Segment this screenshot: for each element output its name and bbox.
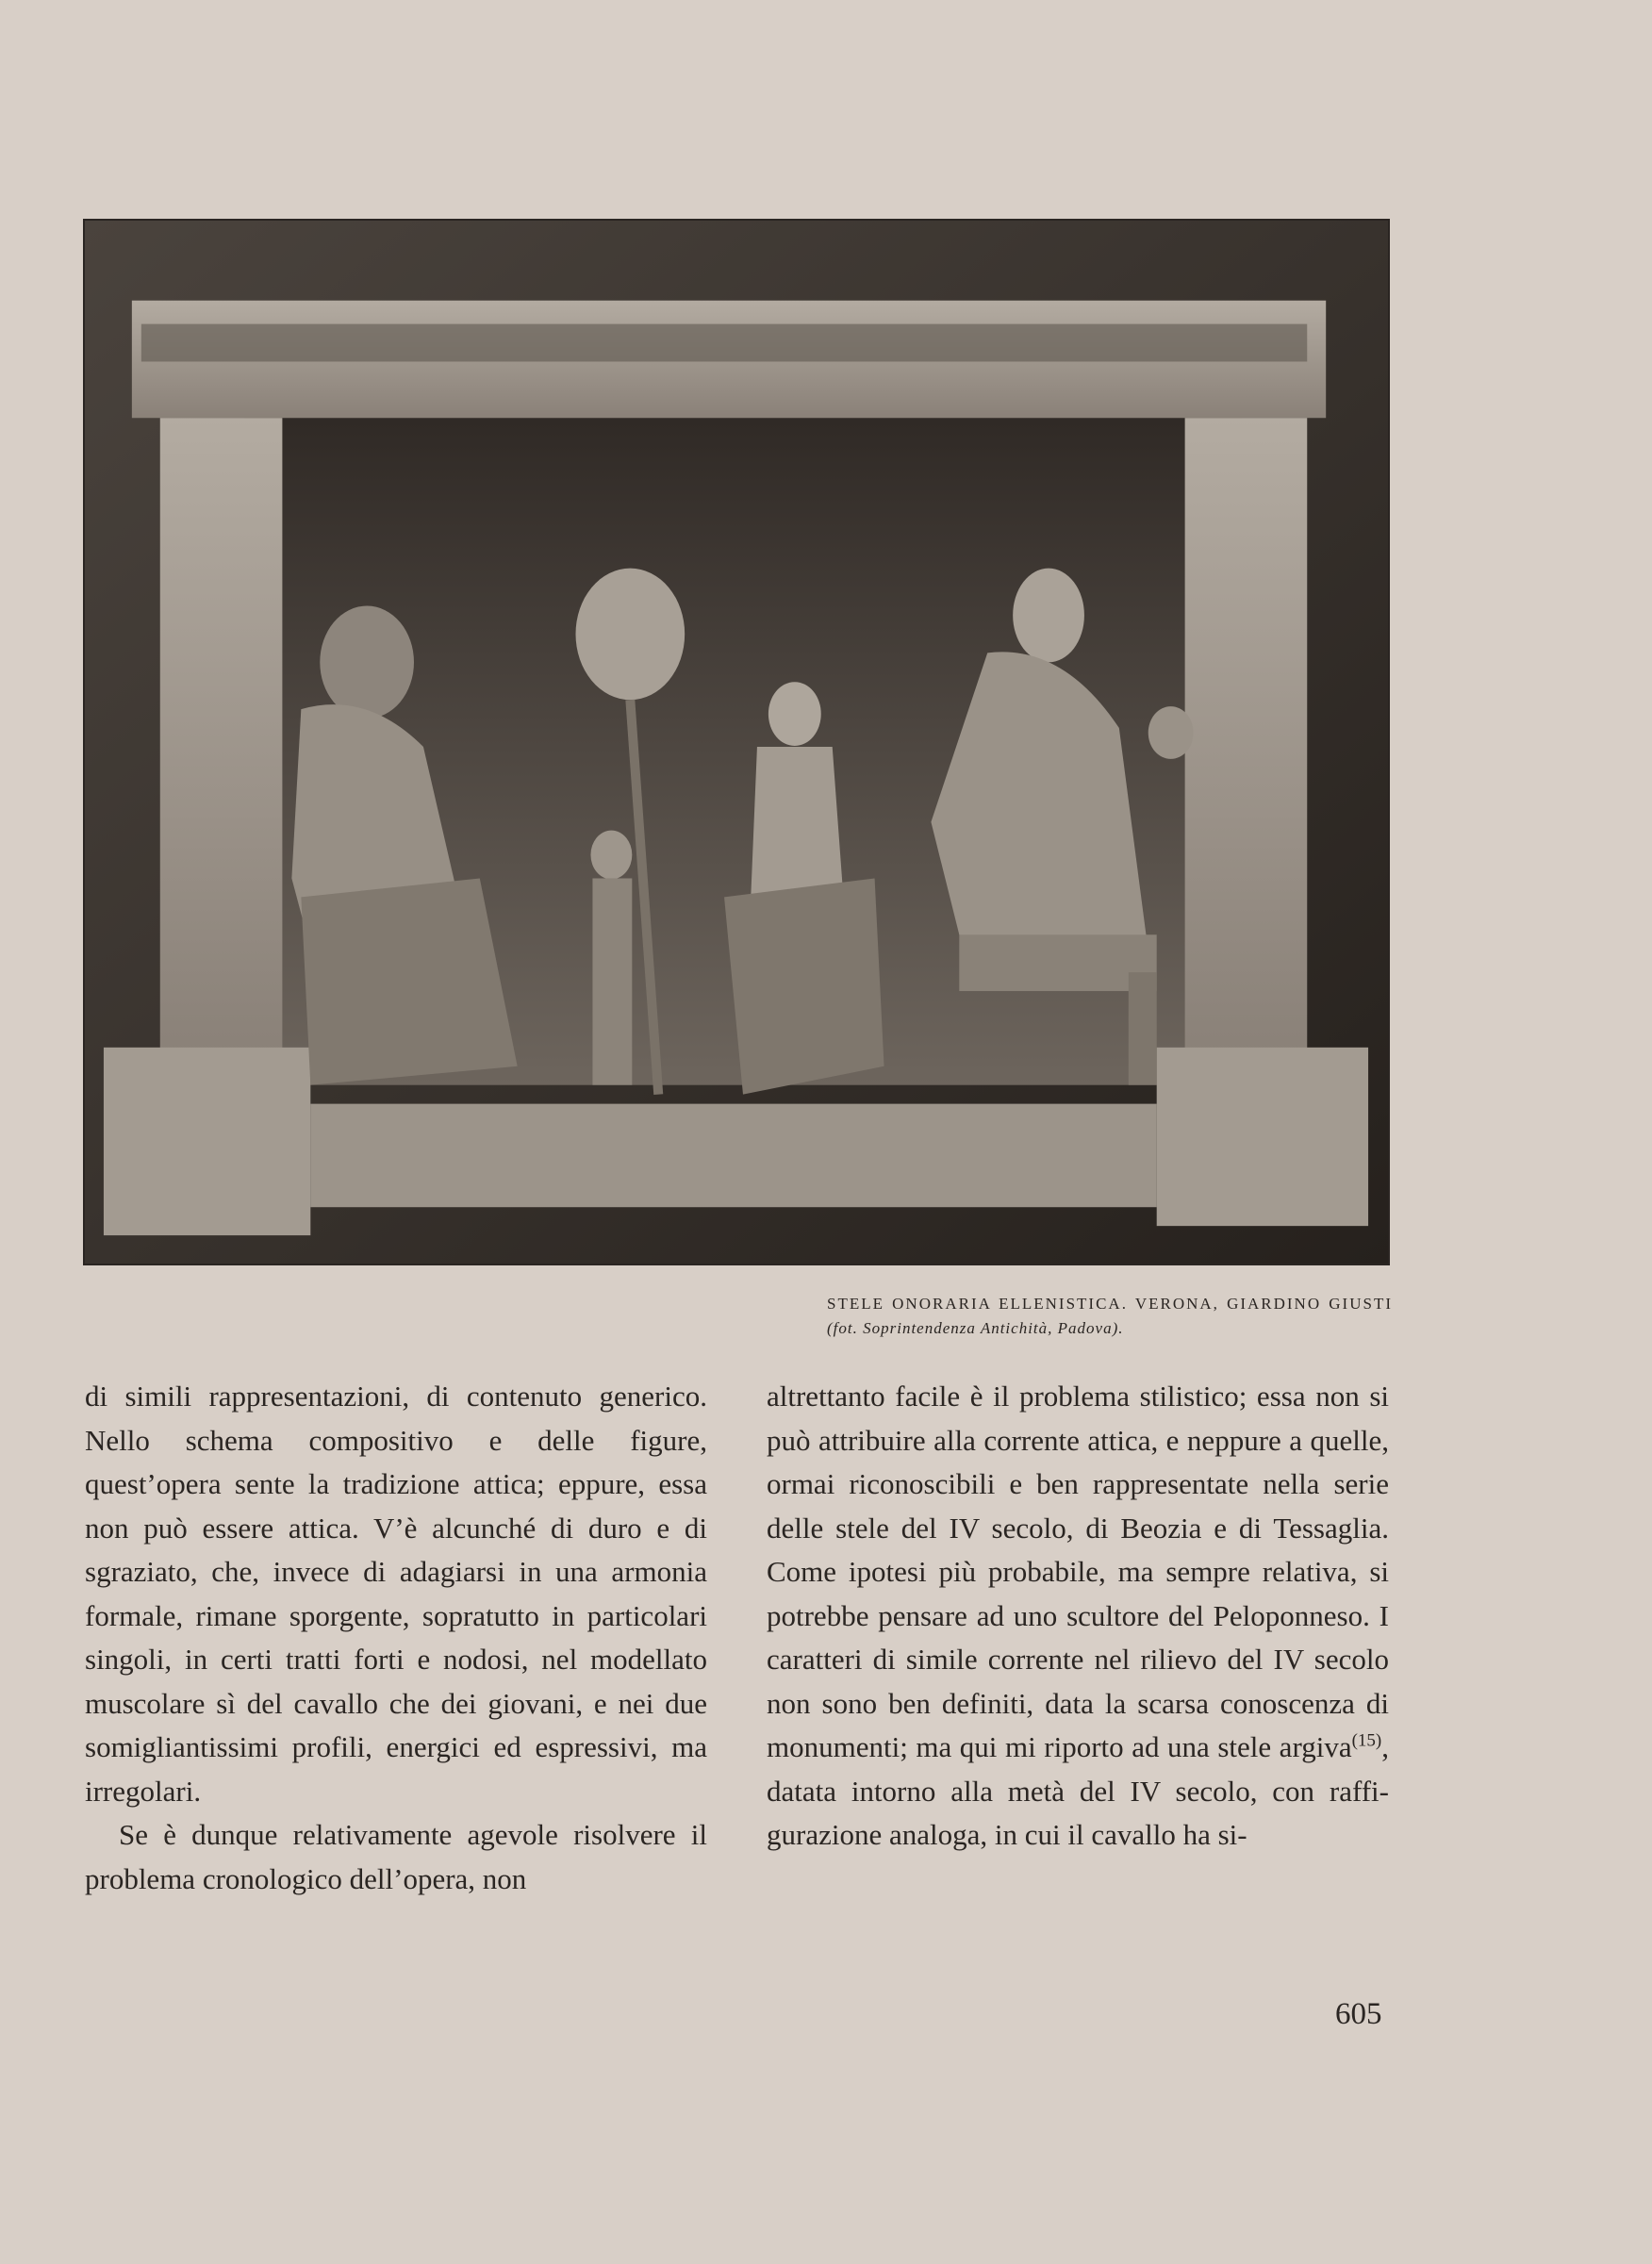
stele-photograph [83,219,1390,1265]
figure-caption [827,1292,1393,1341]
stele-relief-image [85,221,1388,1264]
paragraph [767,1375,1389,1858]
paragraph: di simili rappresentazioni, di contenuto generico. Nello schema compositivo e delle figure, quest’opera sente la tradizione attica; eppure, essa non può essere attica. V’è alcunché di duro e di sgraziato, che, invece di adagiarsi in una armonia formale, rimane sporgente, sopratutto in particolari singoli, in certi tratti forti e nodosi, nel modellato muscolare sì del cavallo che dei giovani, e nei due somigliantissimi profili, energici ed espressivi, ma irregolari. [85,1380,707,1808]
caption-credit: (fot. Soprintendenza Antichità, Padova). [827,1319,1124,1337]
caption-text: STELE ONORARIA ELLENISTICA. VERONA, GIARDINO GIUSTI [827,1295,1393,1313]
page-number: 605 [1335,1997,1382,2031]
footnote-reference[interactable]: (15) [1351,1730,1382,1751]
text-column-right [767,1375,1389,1858]
text-column-left [85,1375,707,1901]
paragraph: Se è dunque relativamente agevole risolvere il problema cronologico dell’opera, non [85,1818,707,1895]
paragraph-text: , datata intorno alla metà del IV secolo, con raffigurazione analoga, in cui il cavallo ha si- [767,1730,1389,1851]
paragraph-text: altrettanto facile è il problema stilistico; essa non si può attribuire alla corrente attica, e neppure a quelle, ormai riconoscibili e ben rappresentate nella serie delle stele del IV secolo, di Beozia e di Tessaglia. Come ipotesi più probabile, ma sempre relativa, si potrebbe pensare ad uno scultore del Peloponneso. I caratteri di simile corrente nel rilievo del IV secolo non sono ben definiti, data la scarsa conoscenza di monumenti; ma qui mi riporto ad una stele argiva [767,1380,1389,1763]
